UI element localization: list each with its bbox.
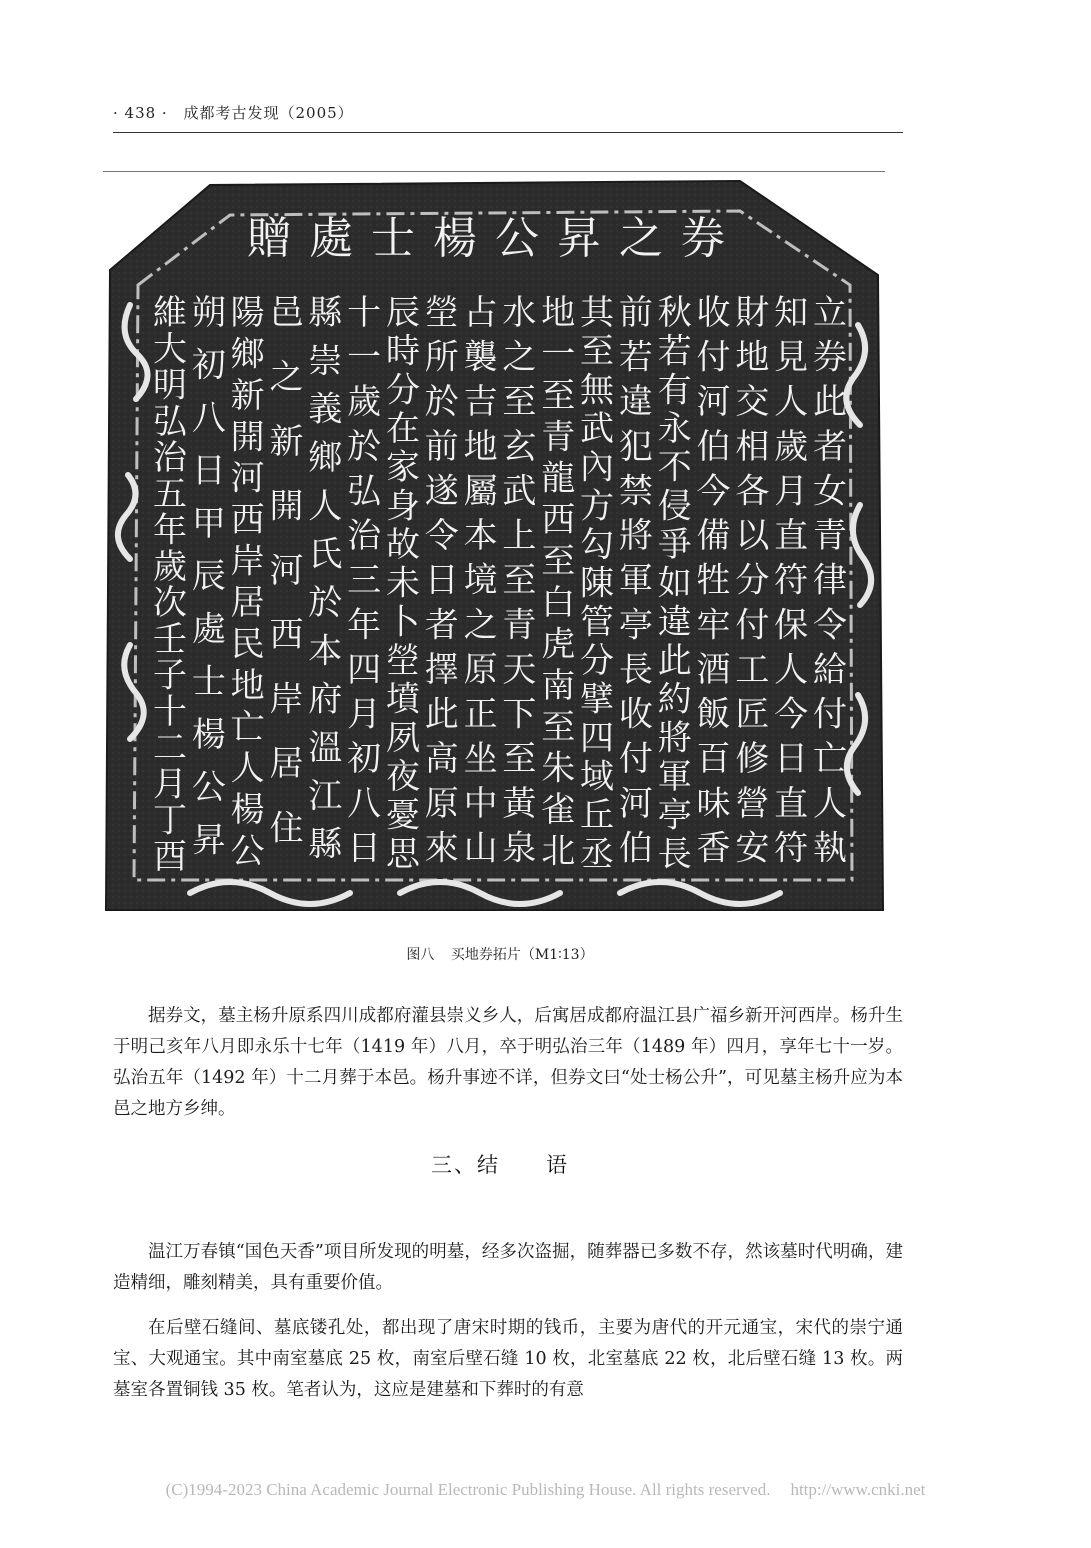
copyright-text: (C)1994-2023 China Academic Journal Electronic Publishing House. All rights reserved.: [165, 1480, 771, 1499]
stele-column-13: 十一歲於弘治三年四月初八日: [347, 293, 382, 869]
stele-column-8: 地一至青龍西至白虎南至朱雀北: [541, 293, 576, 872]
header-rule: [113, 132, 903, 133]
stele-column-12: 辰時分在家身故未卜塋墳夙夜憂思: [385, 293, 420, 875]
stele-column-2: 知見人歲月直符保人今日直符: [774, 293, 809, 869]
figure-caption: [0, 944, 1000, 964]
copyright-footer: [0, 1480, 1091, 1500]
running-header: [113, 102, 354, 123]
cnki-url: http://www.cnki.net: [790, 1480, 926, 1499]
stele-column-16: 陽鄉新開河西岸居民地亡人楊公: [230, 293, 265, 872]
body-paragraph-1: 据券文，墓主杨升原系四川成都府灌县崇义乡人，后寓居成都府温江县广福乡新开河西岸。杨升生于明己亥年八月即永乐十七年（1419 年）八月，卒于明弘治三年（1489 年）四月，享年七十一岁。弘治五年（1492 年）十二月葬于本邑。杨升事迹不详，但券文曰“处士杨公升”，可见墓主杨升应为本邑之地方乡绅。: [113, 1006, 903, 1119]
body-paragraph-3: 在后壁石缝间、墓底镂孔处，都出现了唐宋时期的钱币，主要为唐代的开元通宝，宋代的崇宁通宝、大观通宝。其中南室墓底 25 枚，南室后壁石缝 10 枚，北室墓底 22 枚，北后壁石缝 13 枚。两墓室各置铜钱 35 枚。笔者认为，这应是建墓和下葬时的有意: [113, 1318, 903, 1400]
stele-column-17: 朔初八日甲辰處士楊公昇: [191, 293, 226, 861]
stele-column-3: 財地交相各以分付工匠修營安: [735, 293, 770, 869]
page-number: · 438 ·: [113, 104, 168, 122]
stele-column-11: 塋所於前遂令日者擇此高原來: [424, 293, 459, 869]
figure-top-rule: [103, 171, 885, 172]
stele-column-14: 縣崇義鄉人氏於本府溫江縣: [308, 293, 343, 865]
body-paragraph-2: 温江万春镇“国色天香”项目所发现的明墓，经多次盗掘，随葬器已多数不存，然该墓时代明确，建造精细，雕刻精美，具有重要价值。: [113, 1242, 903, 1293]
stele-column-18: 維大明弘治五年歲次壬子十二月丁酉: [153, 293, 187, 877]
stele-title: 贈處士楊公昇之券: [247, 213, 743, 264]
stele-column-1: 立券此者女青律令給付亡人執: [813, 293, 847, 869]
stele-column-9: 水之至玄武上至青天下至黃泉: [502, 293, 537, 869]
stele-column-15: 邑之新開河西岸居住: [269, 293, 304, 849]
stele-column-10: 占襲吉地屬本境之原正坐中山: [463, 293, 498, 869]
stele-column-7: 其至無武內方勾陳管分擘四域丘丞: [580, 293, 615, 875]
figure-caption-text: 买地券拓片（M1∶13）: [450, 947, 594, 963]
land-deed-rubbing-image: [100, 175, 885, 915]
stele-column-4: 收付河伯今備牲牢酒飯百味香: [696, 293, 731, 869]
section-heading: 三、结 语: [431, 1153, 569, 1177]
figure-label: 图八: [406, 947, 435, 963]
stele-column-5: 秋若有永不侵爭如違此約將軍亭長: [657, 293, 692, 875]
journal-title: 成都考古发现（2005）: [183, 104, 354, 122]
stele-column-6: 前若違犯禁將軍亭長收付河伯: [618, 293, 653, 869]
